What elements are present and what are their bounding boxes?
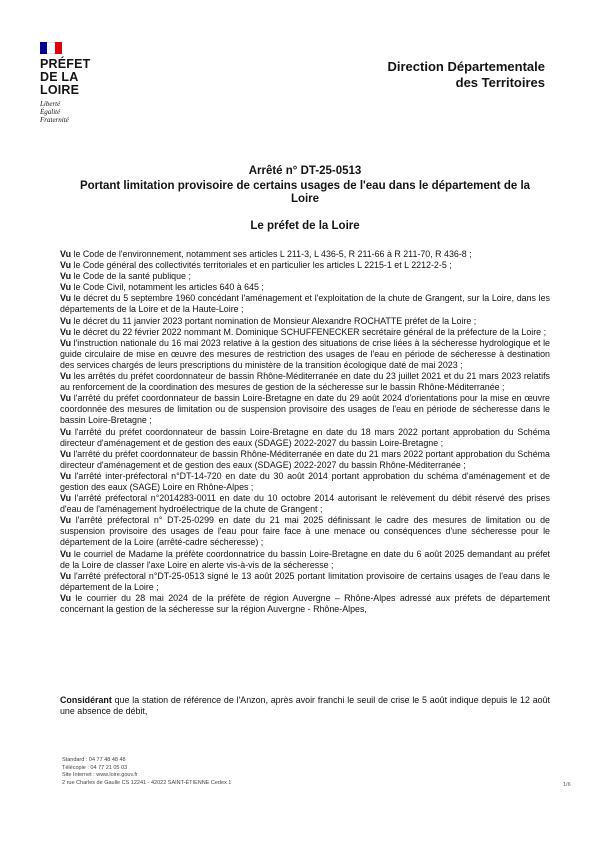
motto-fraternite: Fraternité [40,116,69,124]
visa-text: les arrêtés du préfet coordonnateur de bassin Rhône-Méditerranée en date du 23 juillet 2021 et du 21 mars 2023 relatifs au renforcement de la coordination des mesures de gestion de la sécheresse sur le bassin Rhône-Méditerranée ; [60,371,550,393]
visa-text: le Code Civil, notamment les articles 640 à 645 ; [71,282,264,293]
visa-item [60,549,550,571]
flag-red-stripe [55,42,62,54]
prefet-line1: PRÉFET [40,57,91,71]
issuing-authority: Le préfet de la Loire [250,220,360,232]
visa-prefix: Vu [60,282,72,293]
visa-prefix: Vu [60,326,72,337]
visa-prefix: Vu [60,493,72,504]
visa-text: l'arrêté du préfet coordonnateur de bassin Rhône-Méditerranée en date du 21 mars 2022 portant approbation du Schéma directeur d'aménagement et de gestion des eaux (SDAGE) 2022-2027 du bassin Rhône-Méditerranée ; [60,448,550,470]
visa-item [60,260,550,271]
direction-line2: des Territoires [455,75,545,90]
visa-item [60,327,550,338]
page-number: 1/6 [563,782,571,788]
visa-text: le décret du 5 septembre 1960 concédant l'aménagement et l'exploitation de la chute de Grangent, sur la Loire, dans les départements de la Loire et de la Haute-Loire ; [60,293,550,315]
visa-prefix: Vu [60,570,72,581]
visa-prefix: Vu [60,371,72,382]
visa-prefix: Vu [60,470,72,481]
visa-prefix: Vu [60,315,72,326]
footer-address: 2 rue Charles de Gaulle CS 12241 - 42022 SAINT-ÉTIENNE Cedex 1 [62,779,232,786]
prefet-wordmark [40,58,120,97]
visa-text: le courrier du 28 mai 2024 de la préfète de région Auvergne – Rhône-Alpes adressé aux préfets de département concernant la gestion de la sécheresse sur la région Auvergne - Rhône-Alpes, [60,592,550,614]
flag-blue-stripe [40,42,47,54]
visa-item [60,471,550,493]
footer-phone: Standard : 04 77 48 48 48 [62,757,126,763]
visa-text: l'arrêté préfectoral n°2014283-0011 en date du 10 octobre 2014 autorisant le relèvement du débit réservé des prises d'eau de l'aménagement hydroélectrique de la chute de Grangent ; [60,493,550,515]
arrete-object: Portant limitation provisoire de certains usages de l'eau dans le département de la Loire [79,180,531,205]
visa-prefix: Vu [60,548,72,559]
visa-text: le courriel de Madame la préfète coordonnatrice du bassin Loire-Bretagne en date du 6 août 2025 demandant au préfet de la Loire de classer l'axe Loire en alerte vis-à-vis de la sécheresse ; [60,548,550,570]
visa-item [60,316,550,327]
visa-item [60,293,550,315]
visa-item [60,427,550,449]
considerant-paragraph [60,695,550,717]
visa-item [60,449,550,471]
visa-prefix: Vu [60,271,72,282]
prefecture-logo [40,42,120,124]
visa-text: le Code de la santé publique ; [71,271,191,282]
visa-prefix: Vu [60,448,72,459]
visa-text: l'arrêté du préfet coordonnateur de bassin Loire-Bretagne en date du 18 mars 2022 portant approbation du Schéma directeur d'aménagement et de gestion des eaux (SDAGE) 2022-2027 du bassin Loire-Bretagne ; [60,426,550,448]
visa-prefix: Vu [60,592,72,603]
considerant-text: que la station de référence de l'Anzon, après avoir franchi le seuil de crise le 5 août indique depuis le 12 août une absence de débit, [60,695,550,717]
visa-text: l'arrêté préfectoral n° DT-25-0299 en date du 21 mai 2025 définissant le cadre des mesures de limitation ou de suspension provisoire des usages de l'eau pour faire face à une menace ou conséquences d'une sécheresse pour le département de la Loire (arrêté-cadre sécheresse) ; [60,515,550,548]
considerant-prefix: Considérant [60,695,112,705]
visa-item [60,282,550,293]
motto-liberte: Liberté [40,100,61,108]
visa-prefix: Vu [60,515,72,526]
visa-text: le décret du 11 janvier 2023 portant nomination de Monsieur Alexandre ROCHATTE préfet de la Loire ; [71,315,477,326]
visa-text: l'arrêté inter-préfectoral n°DT-14-720 en date du 30 août 2014 portant approbation du schéma d'aménagement et de gestion des eaux (SAGE) Loire en Rhône-Alpes ; [60,470,550,492]
footer-website: Site Internet : www.loire.gouv.fr [62,772,138,779]
visa-item [60,515,550,548]
contact-footer [62,757,231,787]
visa-prefix: Vu [60,293,72,304]
republic-motto [40,100,120,124]
visa-prefix: Vu [60,393,72,404]
issuing-direction [388,59,546,91]
visa-prefix: Vu [60,426,72,437]
visa-prefix: Vu [60,249,72,259]
visas-list [60,249,550,615]
visa-item [60,493,550,515]
visa-prefix: Vu [60,337,72,348]
visa-item [60,249,550,260]
visa-text: le Code général des collectivités territoriales et en particulier les articles L 2215-1 et L 2212-2-5 ; [71,260,452,271]
visa-prefix: Vu [60,260,72,271]
arrete-number: Arrêté n° DT-25-0513 [248,165,362,177]
flag-white-stripe [47,42,54,54]
visa-item [60,338,550,371]
motto-egalite: Égalité [40,108,61,116]
visa-item [60,393,550,426]
visa-text: le décret du 22 février 2022 nommant M. Dominique SCHUFFENECKER secrétaire général de la préfecture de la Loire ; [71,326,547,337]
visa-item [60,571,550,593]
prefet-line2: DE LA LOIRE [40,70,80,97]
visa-text: l'instruction nationale du 16 mai 2023 relative à la gestion des situations de crise liées à la sécheresse hydrologique et le guide circulaire de mise en œuvre des mesures de restriction des usages de l'eau en période de sécheresse à destination des services chargés de leurs prescriptions du ministère de la transition écologique daté de mai 2023 ; [60,337,550,370]
visa-item [60,271,550,282]
visa-item [60,593,550,615]
visa-item [60,371,550,393]
visa-text: l'arrêté du préfet coordonnateur de bassin Loire-Bretagne en date du 29 août 2024 d'orientations pour la mise en œuvre coordonnée des mesures de limitation ou de suspension provisoire des usages de l'eau en période de sécheresse dans le bassin Loire-Bretagne ; [60,393,550,426]
visa-text: le Code de l'environnement, notamment ses articles L 211-3, L 436-5, R 211-66 à R 211-70, R 436-8 ; [71,249,472,259]
footer-fax: Télécopie : 04 77 21 05 03 [62,764,128,771]
marianne-flag-icon [40,42,62,54]
direction-line1: Direction Départementale [387,59,545,74]
visa-text: l'arrêté préfectoral n°DT-25-0513 signé le 13 août 2025 portant limitation provisoire de certains usages de l'eau dans le département de la Loire ; [60,570,550,592]
